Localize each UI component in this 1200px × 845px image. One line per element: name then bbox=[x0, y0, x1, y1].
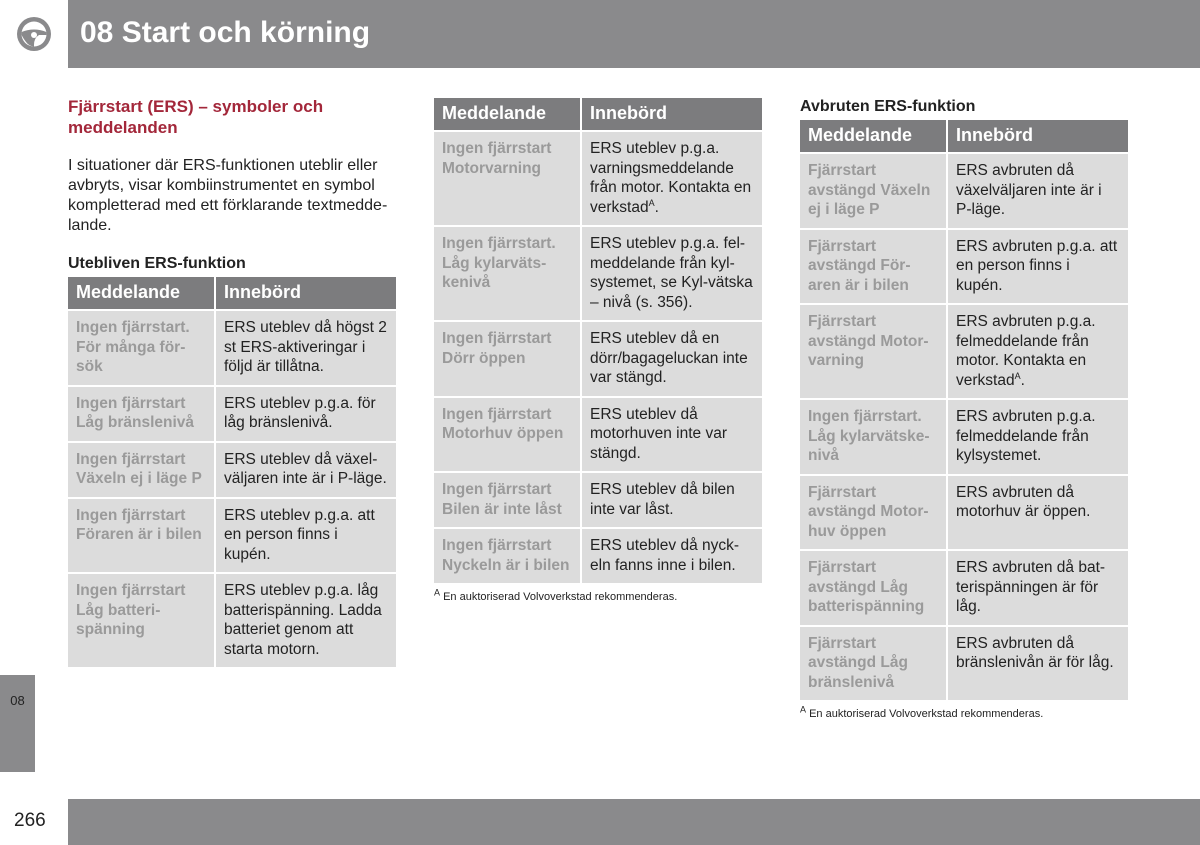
message-cell: Ingen fjärrstart. För många för-sök bbox=[68, 311, 214, 385]
message-cell: Fjärrstart avstängd Motor-varning bbox=[800, 305, 946, 398]
meaning-cell: ERS uteblev p.g.a. för låg bränslenivå. bbox=[216, 387, 396, 441]
table-header-row bbox=[434, 98, 762, 130]
meaning-cell: ERS avbruten då växelväljaren inte är i P-läge. bbox=[948, 154, 1128, 228]
message-cell: Fjärrstart avstängd Motor-huv öppen bbox=[800, 476, 946, 550]
intro-paragraph: I situationer där ERS-funktionen uteblir eller avbryts, visar kombiinstrumentet en symbol kompletterad med ett förklarande textmedde-lande. bbox=[68, 157, 388, 234]
message-cell: Ingen fjärrstart Föraren är i bilen bbox=[68, 499, 214, 573]
footnote-mark: A bbox=[800, 704, 807, 715]
table-title-avbruten: Avbruten ERS-funktion bbox=[800, 98, 976, 115]
table-row bbox=[800, 305, 1128, 398]
table-row bbox=[800, 154, 1128, 228]
table-row bbox=[434, 529, 762, 583]
meaning-cell: ERS avbruten p.g.a. felmeddelande från kylsystemet. bbox=[948, 400, 1128, 474]
column-header-meddelande: Meddelande bbox=[434, 98, 580, 130]
footnote-text: En auktoriserad Volvoverkstad rekommenderas. bbox=[809, 708, 1044, 720]
meaning-cell: ERS uteblev p.g.a. att en person finns i kupén. bbox=[216, 499, 396, 573]
column-middle bbox=[434, 98, 766, 603]
table-row bbox=[800, 627, 1128, 701]
chapter-side-tab bbox=[0, 675, 35, 772]
footnote-text: En auktoriserad Volvoverkstad rekommenderas. bbox=[443, 591, 678, 603]
footnote-mark: A bbox=[1014, 370, 1021, 381]
table-row bbox=[434, 398, 762, 472]
column-header-meddelande: Meddelande bbox=[800, 120, 946, 152]
section-title: Fjärrstart (ERS) – symboler och meddelanden bbox=[68, 97, 324, 137]
meaning-cell: ERS uteblev då motorhuven inte var stängd. bbox=[582, 398, 762, 472]
meaning-cell: ERS uteblev då växel-väljaren inte är i P-läge. bbox=[216, 443, 396, 497]
table-row bbox=[68, 311, 396, 385]
message-cell: Ingen fjärrstart. Låg kylarväts-kenivå bbox=[434, 227, 580, 320]
meaning-cell: ERS uteblev då en dörr/bagageluckan inte var stängd. bbox=[582, 322, 762, 396]
page-footer-bar bbox=[68, 799, 1200, 845]
footnote bbox=[434, 587, 766, 603]
meaning-cell bbox=[582, 132, 762, 225]
message-cell: Ingen fjärrstart Växeln ej i läge P bbox=[68, 443, 214, 497]
table-title-utebliven: Utebliven ERS-funktion bbox=[68, 255, 246, 272]
table-header-row bbox=[800, 120, 1128, 152]
message-cell: Ingen fjärrstart Bilen är inte låst bbox=[434, 473, 580, 527]
message-cell: Ingen fjärrstart Nyckeln är i bilen bbox=[434, 529, 580, 583]
meaning-cell bbox=[948, 305, 1128, 398]
meaning-text: ERS uteblev p.g.a. varningsmeddelande från motor. Kontakta en verkstad bbox=[590, 140, 752, 216]
meaning-suffix: . bbox=[654, 198, 659, 216]
chapter-tab-label: 08 bbox=[10, 693, 25, 708]
table-utebliven-continued bbox=[432, 96, 764, 585]
page-header bbox=[0, 0, 1200, 68]
message-cell: Fjärrstart avstängd Växeln ej i läge P bbox=[800, 154, 946, 228]
footnote-mark: A bbox=[648, 197, 655, 208]
meaning-cell: ERS uteblev p.g.a. fel-meddelande från kyl-systemet, se Kyl-vätska – nivå (s. 356). bbox=[582, 227, 762, 320]
meaning-cell: ERS avbruten då bat-terispänningen är för låg. bbox=[948, 551, 1128, 625]
table-row bbox=[434, 322, 762, 396]
column-right bbox=[800, 96, 1132, 720]
table-row bbox=[800, 400, 1128, 474]
column-header-innebord: Innebörd bbox=[216, 277, 396, 309]
column-header-innebord: Innebörd bbox=[582, 98, 762, 130]
message-cell: Ingen fjärrstart Motorhuv öppen bbox=[434, 398, 580, 472]
header-icon-box bbox=[0, 0, 68, 68]
meaning-cell: ERS avbruten då bränslenivån är för låg. bbox=[948, 627, 1128, 701]
meaning-cell: ERS uteblev då högst 2 st ERS-aktiveringar i följd är tillåtna. bbox=[216, 311, 396, 385]
table-row bbox=[800, 476, 1128, 550]
column-header-innebord: Innebörd bbox=[948, 120, 1128, 152]
footnote-mark: A bbox=[434, 587, 441, 598]
message-cell: Ingen fjärrstart Låg bränslenivå bbox=[68, 387, 214, 441]
table-row bbox=[434, 227, 762, 320]
steering-wheel-icon bbox=[14, 14, 54, 54]
table-row bbox=[800, 230, 1128, 304]
table-row bbox=[68, 499, 396, 573]
meaning-cell: ERS uteblev då nyck-eln fanns inne i bilen. bbox=[582, 529, 762, 583]
message-cell: Ingen fjärrstart Låg batteri-spänning bbox=[68, 574, 214, 667]
meaning-cell: ERS uteblev då bilen inte var låst. bbox=[582, 473, 762, 527]
meaning-cell: ERS avbruten p.g.a. att en person finns i kupén. bbox=[948, 230, 1128, 304]
chapter-title: 08 Start och körning bbox=[80, 16, 371, 49]
message-cell: Fjärrstart avstängd Låg batterispänning bbox=[800, 551, 946, 625]
page-number: 266 bbox=[14, 810, 46, 831]
footnote bbox=[800, 704, 1132, 720]
meaning-text: ERS avbruten p.g.a. felmeddelande från motor. Kontakta en verkstad bbox=[956, 313, 1096, 389]
meaning-cell: ERS uteblev p.g.a. låg batterispänning. Ladda batteriet genom att starta motorn. bbox=[216, 574, 396, 667]
table-row bbox=[800, 551, 1128, 625]
message-cell: Ingen fjärrstart Motorvarning bbox=[434, 132, 580, 225]
message-cell: Fjärrstart avstängd För-aren är i bilen bbox=[800, 230, 946, 304]
table-row bbox=[434, 473, 762, 527]
table-row bbox=[68, 443, 396, 497]
meaning-suffix: . bbox=[1020, 371, 1025, 389]
table-row bbox=[68, 387, 396, 441]
column-left bbox=[68, 96, 400, 669]
table-utebliven bbox=[66, 275, 398, 669]
column-header-meddelande: Meddelande bbox=[68, 277, 214, 309]
message-cell: Ingen fjärrstart. Låg kylarvätske-nivå bbox=[800, 400, 946, 474]
table-avbruten bbox=[798, 118, 1130, 702]
table-header-row bbox=[68, 277, 396, 309]
meaning-cell: ERS avbruten då motorhuv är öppen. bbox=[948, 476, 1128, 550]
table-row bbox=[68, 574, 396, 667]
message-cell: Fjärrstart avstängd Låg bränslenivå bbox=[800, 627, 946, 701]
table-row bbox=[434, 132, 762, 225]
message-cell: Ingen fjärrstart Dörr öppen bbox=[434, 322, 580, 396]
